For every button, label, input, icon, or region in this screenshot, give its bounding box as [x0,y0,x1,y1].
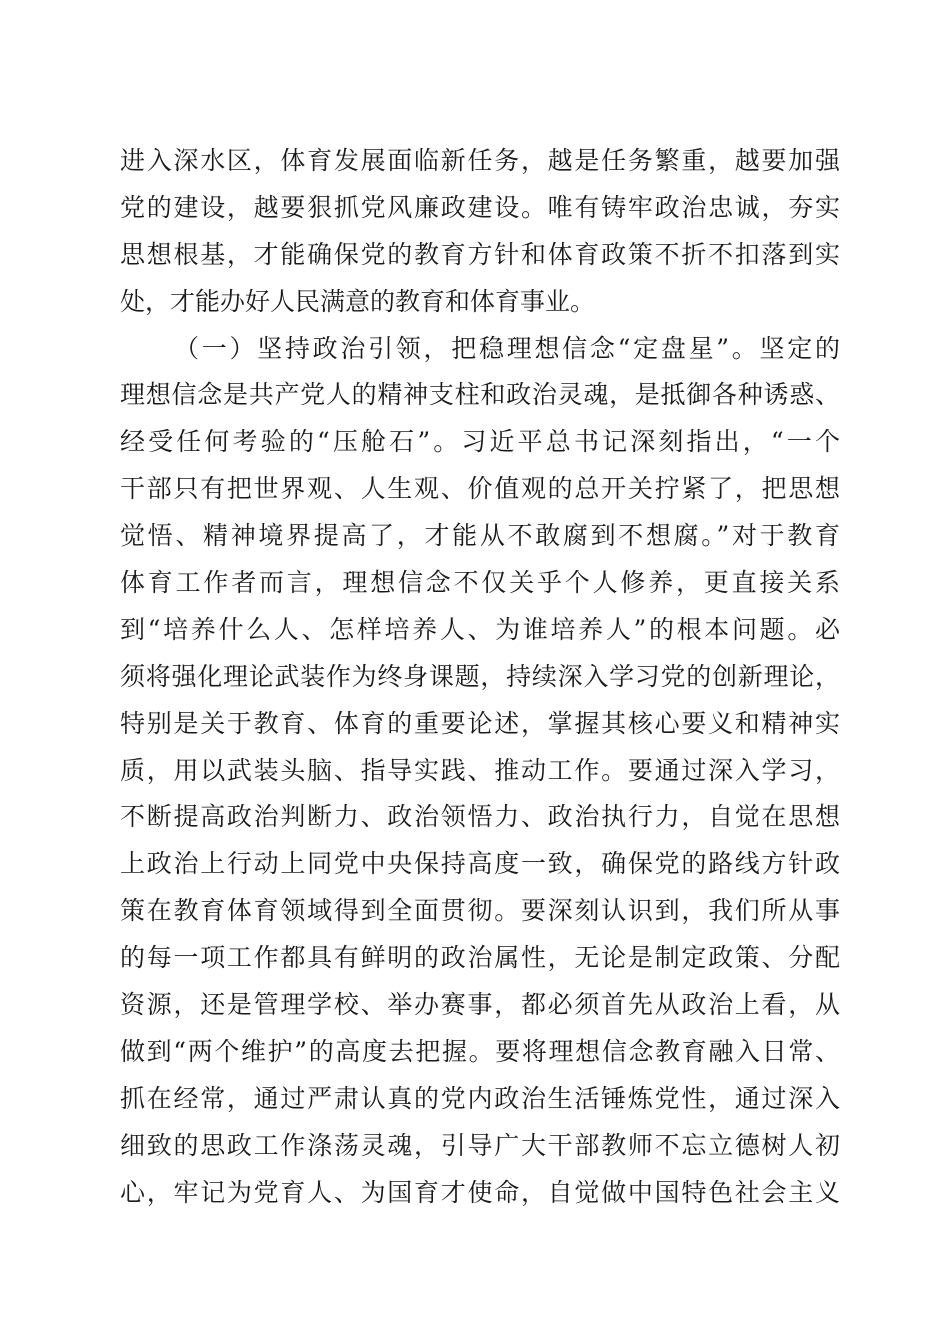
text-line: 上政治上行动上同党中央保持高度一致，确保党的路线方针政 [120,849,840,879]
text-line: 心，牢记为党育人、为国育才使命，自觉做中国特色社会主义 [120,1177,840,1207]
text-line: 进入深水区，体育发展面临新任务，越是任务繁重，越要加强 [120,146,840,175]
text-line: 的每一项工作都具有鲜明的政治属性，无论是制定政策、分配 [120,943,840,973]
text-line: 理想信念是共产党人的精神支柱和政治灵魂，是抵御各种诱惑、 [120,380,840,410]
text-line: 抓在经常，通过严肃认真的党内政治生活锤炼党性，通过深入 [120,1083,840,1113]
text-line: 觉悟、精神境界提高了，才能从不敢腐到不想腐。”对于教育 [120,521,840,551]
text-line: 经受任何考验的“压舱石”。习近平总书记深刻指出，“一个 [120,427,840,457]
text-line: 党的建设，越要狠抓党风廉政建设。唯有铸牢政治忠诚，夯实 [120,192,840,222]
text-line: 思想根基，才能确保党的教育方针和体育政策不折不扣落到实 [120,239,840,269]
text-line: 质，用以武装头脑、指导实践、推动工作。要通过深入学习， [120,755,840,785]
section-heading-line: （一）坚持政治引领，把稳理想信念“定盘星”。坚定的 [174,333,840,363]
text-line: 特别是关于教育、体育的重要论述，掌握其核心要义和精神实 [120,708,840,738]
text-line: 策在教育体育领域得到全面贯彻。要深刻认识到，我们所从事 [120,896,840,926]
text-line: 不断提高政治判断力、政治领悟力、政治执行力，自觉在思想 [120,802,840,832]
text-line: 做到“两个维护”的高度去把握。要将理想信念教育融入日常、 [120,1036,840,1066]
text-line: 处，才能办好人民满意的教育和体育事业。 [120,286,596,316]
text-line: 体育工作者而言，理想信念不仅关乎个人修养，更直接关系 [120,568,840,598]
text-line: 细致的思政工作涤荡灵魂，引导广大干部教师不忘立德树人初 [120,1130,840,1160]
body-text [120,138,840,1216]
text-line: 到“培养什么人、怎样培养人、为谁培养人”的根本问题。必 [120,614,840,644]
text-line: 须将强化理论武装作为终身课题，持续深入学习党的创新理论， [120,661,840,691]
text-line: 资源，还是管理学校、举办赛事，都必须首先从政治上看，从 [120,990,840,1020]
text-line: 干部只有把世界观、人生观、价值观的总开关拧紧了，把思想 [120,474,840,504]
